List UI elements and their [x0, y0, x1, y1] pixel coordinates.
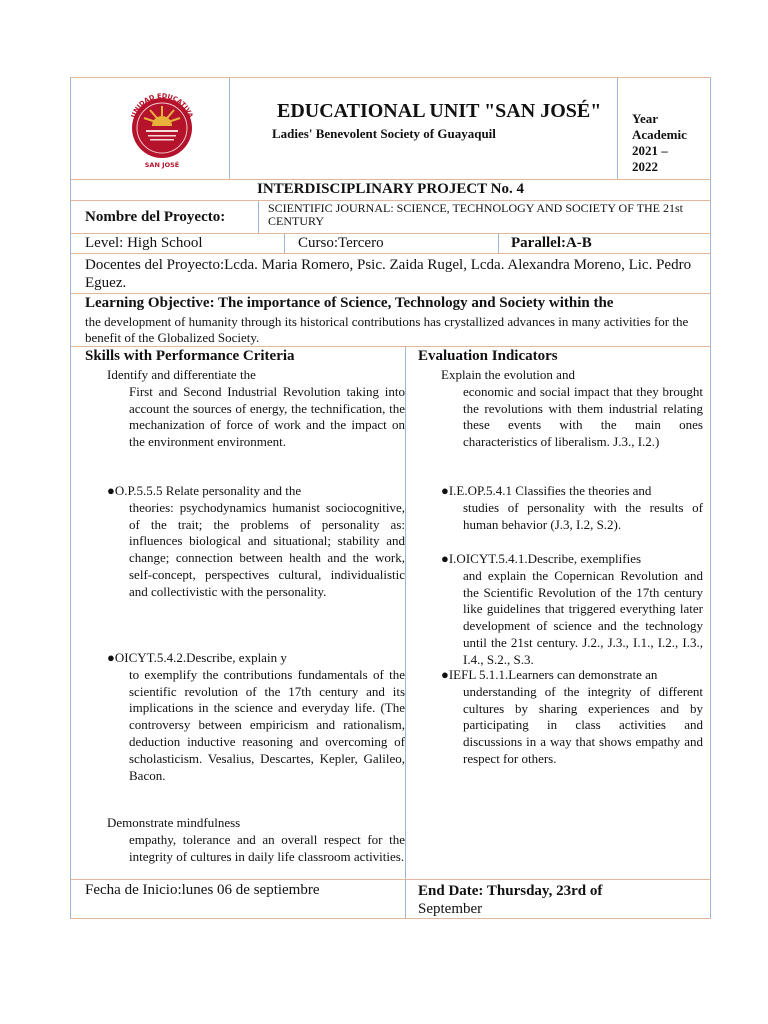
end-date-month: September — [418, 901, 483, 917]
school-logo-icon — [126, 90, 198, 170]
evaluation-item-body: studies of personality with the results of human behavior (J.3, I.2, S.2). — [463, 499, 703, 532]
logo-bottom-text: SAN JOSÉ — [144, 161, 180, 169]
project-title: INTERDISCIPLINARY PROJECT No. 4 — [256, 181, 524, 197]
evaluation-item — [441, 667, 703, 768]
evaluation-item-first-line: ●I.OICYT.5.4.1.Describe, exemplifies — [441, 551, 642, 566]
skill-item-body: empathy, tolerance and an overall respect for the integrity of cultures in daily life classroom activities. — [129, 831, 405, 864]
project-document — [70, 77, 711, 919]
evaluation-item-body: and explain the Copernican Revolution and the Scientific Revolution of the 17th century like guidelines that triggered everything later development of science and the technology until the 21st century. J.2., J.3., I.1., I.2., I.3., I.4., S.2., S.3. — [463, 567, 703, 667]
column-divider — [405, 880, 406, 918]
logo-top-text: UNIDAD EDUCATIVA — [129, 91, 195, 119]
header-row — [70, 77, 711, 179]
evaluation-heading: Evaluation Indicators — [418, 348, 558, 364]
level-row — [70, 233, 711, 253]
criteria-row — [70, 346, 711, 879]
evaluation-item — [441, 367, 703, 451]
skill-item-first-line: ●OICYT.5.4.2.Describe, explain y — [107, 650, 287, 665]
evaluation-item-body: understanding of the integrity of different cultures by sharing experiences and by participating in class activities and discussions in a way that shows empathy and respect for others. — [463, 683, 703, 766]
evaluation-item — [441, 551, 703, 669]
skill-item-body: theories: psychodynamics humanist sociocognitive, of the trait; the problems of personality as: influences biological and situational; stability and change; connection between health and the work, self-concept, perspectives cultural, individualistic and collectivistic with the personality. — [129, 499, 405, 599]
skill-item-first-line: Identify and differentiate the — [107, 367, 256, 382]
objective-body: the development of humanity through its historical contributions has crystallized advances in many activities for the benefit of the Globalized Society. — [85, 314, 689, 345]
end-date — [418, 882, 698, 918]
end-date-label: End Date: Thursday, 23rd of — [418, 883, 603, 899]
evaluation-item-first-line: ●IEFL 5.1.1.Learners can demonstrate an — [441, 667, 658, 682]
project-name-label: Nombre del Proyecto: — [85, 209, 226, 225]
project-name-value: SCIENTIFIC JOURNAL: SCIENCE, TECHNOLOGY AND SOCIETY OF THE 21st CENTURY — [268, 201, 684, 228]
year-line-1: Year — [632, 111, 658, 126]
evaluation-item-body: economic and social impact that they brought the revolutions with them industrial relating these events with the main ones characteristics of liberalism. J.3., I.2.) — [463, 383, 703, 450]
year-line-3: 2021 – — [632, 143, 668, 158]
cell-divider — [258, 201, 259, 233]
project-title-row — [70, 179, 711, 200]
project-name-row — [70, 200, 711, 233]
start-date: Fecha de Inicio:lunes 06 de septiembre — [85, 882, 320, 898]
skill-item — [107, 815, 405, 865]
level-field: Level: High School — [85, 235, 203, 251]
logo-cell — [71, 78, 230, 179]
skill-item — [107, 650, 405, 784]
curso-field: Curso:Tercero — [298, 235, 384, 251]
year-line-4: 2022 — [632, 159, 658, 174]
evaluation-item — [441, 483, 703, 533]
skill-item — [107, 367, 405, 451]
column-divider — [405, 347, 406, 879]
evaluation-item-first-line: Explain the evolution and — [441, 367, 575, 382]
teachers-row — [70, 253, 711, 293]
year-cell — [617, 78, 713, 179]
skill-item — [107, 483, 405, 601]
objective-heading: Learning Objective: The importance of Science, Technology and Society within the — [85, 295, 614, 311]
skill-item-first-line: Demonstrate mindfulness — [107, 815, 241, 830]
cell-divider — [498, 234, 499, 253]
academic-year — [632, 111, 710, 175]
skill-item-body: to exemplify the contributions fundamentals of the scientific revolution of the 17th century and its implications in the science and everyday life. (The controversy between empiricism and rationalism, deduction inductive reasoning and overcoming of scholasticism. Vesalius, Descartes, Kepler, Galileo, Bacon. — [129, 666, 405, 783]
evaluation-item-first-line: ●I.E.OP.5.4.1 Classifies the theories and — [441, 483, 652, 498]
skill-item-body: First and Second Industrial Revolution taking into account the sources of energy, the technification, the mechanization of force of work and the impact on the environment environment. — [129, 383, 405, 450]
school-subtitle: Ladies' Benevolent Society of Guayaquil — [272, 126, 496, 141]
skills-heading: Skills with Performance Criteria — [85, 348, 295, 364]
skill-item-first-line: ●O.P.5.5.5 Relate personality and the — [107, 483, 302, 498]
dates-row — [70, 879, 711, 919]
parallel-field: Parallel:A-B — [511, 235, 592, 251]
school-title: EDUCATIONAL UNIT "SAN JOSÉ" — [277, 100, 602, 122]
objective-row — [70, 293, 711, 346]
cell-divider — [284, 234, 285, 253]
teachers-text: Docentes del Proyecto:Lcda. Maria Romero, Psic. Zaida Rugel, Lcda. Alexandra Moreno, Lic. Pedro Eguez. — [85, 257, 692, 291]
year-line-2: Academic — [632, 127, 687, 142]
